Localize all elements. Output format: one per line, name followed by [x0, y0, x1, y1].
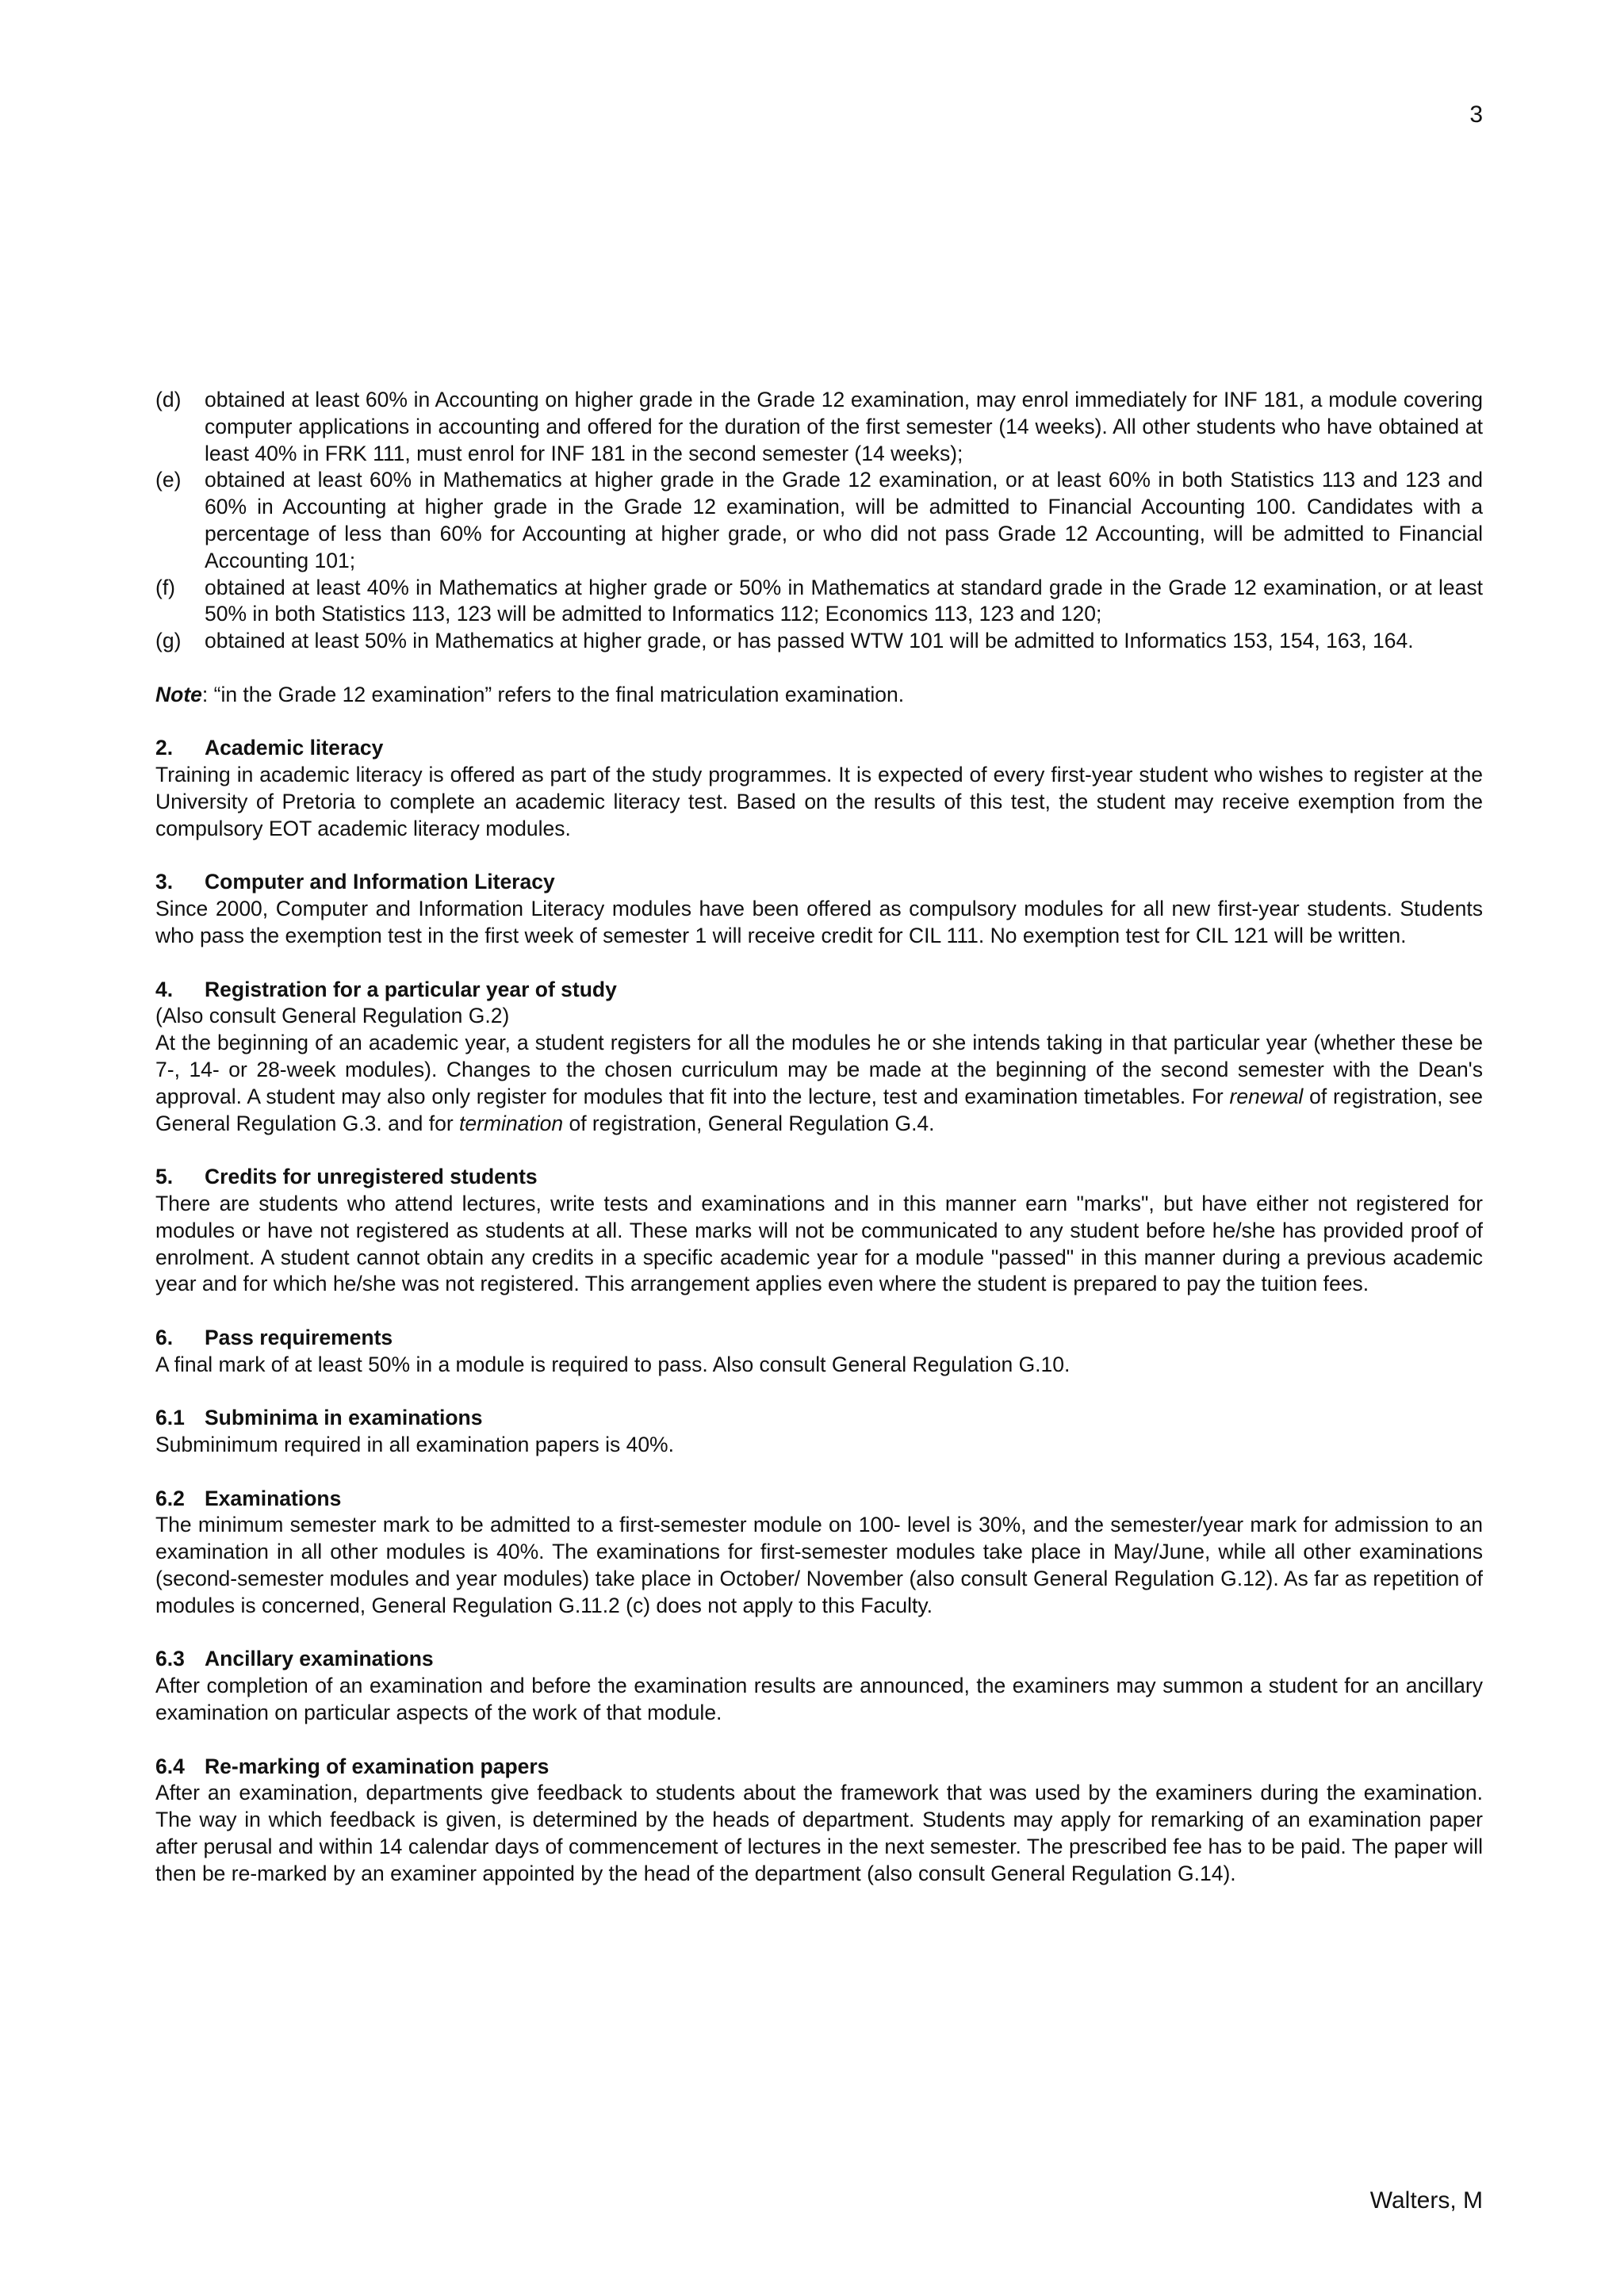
- list-item-text: obtained at least 40% in Mathematics at higher grade or 50% in Mathematics at standard grade in the Grade 12 examination, or at least 50% in both Statistics 113, 123 will be admitted to Informatics 112; Economics 113, 123 and 120;: [205, 575, 1483, 626]
- italic-renewal: renewal: [1229, 1084, 1304, 1108]
- section-heading-pass-requirements: [155, 1325, 1483, 1352]
- list-marker: (f): [155, 575, 176, 599]
- section-title: Registration for a particular year of study: [205, 977, 617, 1001]
- section-number: 6.4: [155, 1754, 185, 1778]
- section-title: Re-marking of examination papers: [205, 1754, 550, 1778]
- list-marker: (e): [155, 468, 182, 492]
- section-text-pass-requirements: A final mark of at least 50% in a module is required to pass. Also consult General Regulation G.10.: [155, 1352, 1071, 1376]
- section-number: 6.3: [155, 1647, 185, 1671]
- italic-termination: termination: [459, 1111, 564, 1135]
- section-heading-registration: [155, 977, 1483, 1004]
- section-number: 6.1: [155, 1406, 185, 1430]
- section-heading-ancillary: [155, 1646, 1483, 1673]
- section-text-registration: [155, 1030, 1483, 1137]
- section-number: 2.: [155, 736, 174, 760]
- section-text-subminima: Subminimum required in all examination papers is 40%.: [155, 1433, 674, 1457]
- section-text-academic-literacy: Training in academic literacy is offered as part of the study programmes. It is expected of every first-year student who wishes to register at the University of Pretoria to complete an academic literacy test. Based on the results of this test, the student may receive exemption from the compulsory EOT academic literacy modules.: [155, 763, 1483, 840]
- note-text: : “in the Grade 12 examination” refers to the final matriculation examination.: [201, 682, 905, 706]
- section-text-remarking: After an examination, departments give feedback to students about the framework that was used by the examiners during the examination. The way in which feedback is given, is determined by the heads of department. Students may apply for remarking of an examination paper after perusal and within 14 calendar days of commencement of lectures in the next semester. The prescribed fee has to be paid. The paper will then be re-marked by an examiner appointed by the head of the department (also consult General Regulation G.14).: [155, 1781, 1483, 1885]
- section-title: Credits for unregistered students: [205, 1165, 538, 1189]
- footer-author: Walters, M: [1369, 2187, 1483, 2214]
- note-paragraph: [155, 682, 1483, 709]
- list-item-text: obtained at least 60% in Accounting on higher grade in the Grade 12 examination, may enrol immediately for INF 181, a module covering computer applications in accounting and offered for the duration of the first semester (14 weeks). All other students who have obtained at least 40% in FRK 111, must enrol for INF 181 in the second semester (14 weeks);: [205, 388, 1483, 465]
- list-item: [155, 387, 1483, 467]
- section-text-computer-literacy: Since 2000, Computer and Information Literacy modules have been offered as compulsory modules for all new first-year students. Students who pass the exemption test in the first week of semester 1 will receive credit for CIL 111. No exemption test for CIL 121 will be written.: [155, 897, 1483, 947]
- section-number: 4.: [155, 977, 174, 1001]
- list-item-text: obtained at least 50% in Mathematics at higher grade, or has passed WTW 101 will be admitted to Informatics 153, 154, 163, 164.: [205, 629, 1414, 653]
- section-heading-examinations: [155, 1486, 1483, 1513]
- section-title: Examinations: [205, 1486, 342, 1510]
- text-run: At the beginning of an academic year, a student registers for all the modules he or she intends taking in that particular year (whether these be 7-, 14- or 28-week modules). Changes to the chosen curriculum may be made at the beginning of the second semester with the Dean's approval. A student may also only register for modules that fit into the lecture, test and examination timetables. For: [155, 1031, 1483, 1108]
- text-run: of registration, General Regulation G.4.: [563, 1111, 935, 1135]
- section-heading-computer-literacy: [155, 869, 1483, 896]
- section-title: Academic literacy: [205, 736, 384, 760]
- section-number: 6.2: [155, 1486, 185, 1510]
- section-heading-academic-literacy: [155, 735, 1483, 762]
- section-text-ancillary: After completion of an examination and before the examination results are announced, the examiners may summon a student for an ancillary examination on particular aspects of the work of that module.: [155, 1674, 1483, 1725]
- section-number: 6.: [155, 1325, 174, 1349]
- section-text-examinations: The minimum semester mark to be admitted to a first-semester module on 100- level is 30%, and the semester/year mark for admission to an examination in all other modules is 40%. The examinations for first-semester modules take place in May/June, while all other examinations (second-semester modules and year modules) take place in October/ November (also consult General Regulation G.12). As far as repetition of modules is concerned, General Regulation G.11.2 (c) does not apply to this Faculty.: [155, 1513, 1483, 1617]
- section-heading-remarking: [155, 1754, 1483, 1781]
- section-title: Pass requirements: [205, 1325, 393, 1349]
- text-run: of registration, see General Regulation G.3. and for: [155, 1084, 1483, 1135]
- note-label: Note: [155, 682, 202, 706]
- section-consult-registration: (Also consult General Regulation G.2): [155, 1004, 510, 1028]
- section-number: 5.: [155, 1165, 174, 1189]
- list-marker: (g): [155, 629, 182, 653]
- list-item-text: obtained at least 60% in Mathematics at higher grade in the Grade 12 examination, or at least 60% in both Statistics 113 and 123 and 60% in Accounting at higher grade in the Grade 12 examination, will be admitted to Financial Accounting 100. Candidates with a percentage of less than 60% for Accounting at higher grade, or who did not pass Grade 12 Accounting, will be admitted to Financial Accounting 101;: [205, 468, 1483, 572]
- page-number: 3: [1469, 101, 1483, 128]
- section-text-credits: There are students who attend lectures, write tests and examinations and in this manner earn "marks", but have either not registered for modules or have not registered as students at all. These marks will not be communicated to any student before he/she has provided proof of enrolment. A student cannot obtain any credits in a specific academic year for a module "passed" in this manner during a previous academic year and for which he/she was not registered. This arrangement applies even where the student is prepared to pay the tuition fees.: [155, 1191, 1483, 1296]
- section-title: Subminima in examinations: [205, 1406, 483, 1430]
- list-item: [155, 628, 1483, 655]
- section-title: Computer and Information Literacy: [205, 870, 555, 894]
- admission-requirements-list: [155, 387, 1483, 655]
- list-item: [155, 467, 1483, 574]
- document-body: [155, 387, 1483, 1888]
- list-item: [155, 575, 1483, 629]
- section-heading-subminima: [155, 1405, 1483, 1432]
- section-title: Ancillary examinations: [205, 1647, 434, 1671]
- section-number: 3.: [155, 870, 174, 894]
- section-heading-credits: [155, 1164, 1483, 1191]
- list-marker: (d): [155, 388, 182, 411]
